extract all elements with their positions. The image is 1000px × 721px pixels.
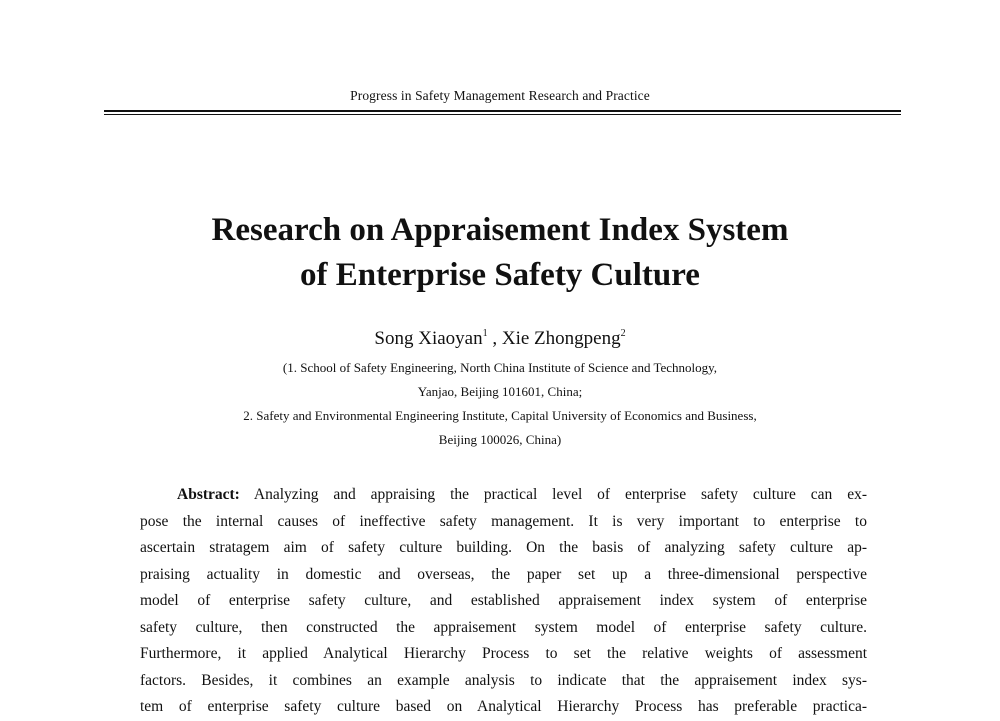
abstract-line: Furthermore, it applied Analytical Hierarchy Process to set the relative weights of assessment — [140, 645, 867, 662]
running-header: Progress in Safety Management Research and Practice — [350, 88, 650, 103]
abstract — [140, 482, 867, 721]
abstract-text: Analyzing and appraising the practical level of enterprise safety culture can ex- — [239, 486, 867, 503]
author-name: Xie Zhongpeng — [501, 328, 621, 349]
affiliation-line: Beijing 100026, China) — [438, 432, 562, 447]
abstract-line: praising actuality in domestic and overseas, the paper set up a three-dimensional perspective — [140, 565, 867, 583]
paper-title — [0, 208, 1000, 298]
abstract-line: safety culture, then constructed the appraisement system model of enterprise safety culture. — [140, 618, 867, 636]
abstract-line: tem of enterprise safety culture based on Analytical Hierarchy Process has preferable practica- — [140, 698, 867, 715]
abstract-line: pose the internal causes of ineffective safety management. It is very important to enterprise to — [140, 512, 867, 530]
abstract-line: ascertain stratagem aim of safety culture building. On the basis of analyzing safety culture ap- — [140, 539, 867, 556]
author-separator: , — [487, 328, 502, 349]
header-rule-thin — [104, 114, 901, 115]
affiliation-line: (1. School of Safety Engineering, North China Institute of Science and Technology, — [282, 360, 718, 375]
abstract-line: model of enterprise safety culture, and established appraisement index system of enterprise — [140, 592, 867, 609]
abstract-label: Abstract: — [177, 486, 240, 503]
title-line-1: Research on Appraisement Index System — [211, 212, 789, 248]
affiliation-line: 2. Safety and Environmental Engineering Institute, Capital University of Economics and Business, — [243, 408, 757, 423]
affiliations — [0, 356, 1000, 452]
author-affiliation-mark: 1 — [482, 328, 488, 339]
abstract-line: factors. Besides, it combines an example analysis to indicate that the appraisement index sys- — [140, 671, 867, 689]
title-line-2: of Enterprise Safety Culture — [300, 257, 700, 293]
author-name: Song Xiaoyan — [374, 328, 483, 349]
affiliation-line: Yanjao, Beijing 101601, China; — [417, 384, 583, 399]
header-rule-thick — [104, 110, 901, 112]
abstract-line — [140, 482, 867, 509]
author-affiliation-mark: 2 — [620, 328, 626, 339]
author-list — [0, 328, 1000, 350]
